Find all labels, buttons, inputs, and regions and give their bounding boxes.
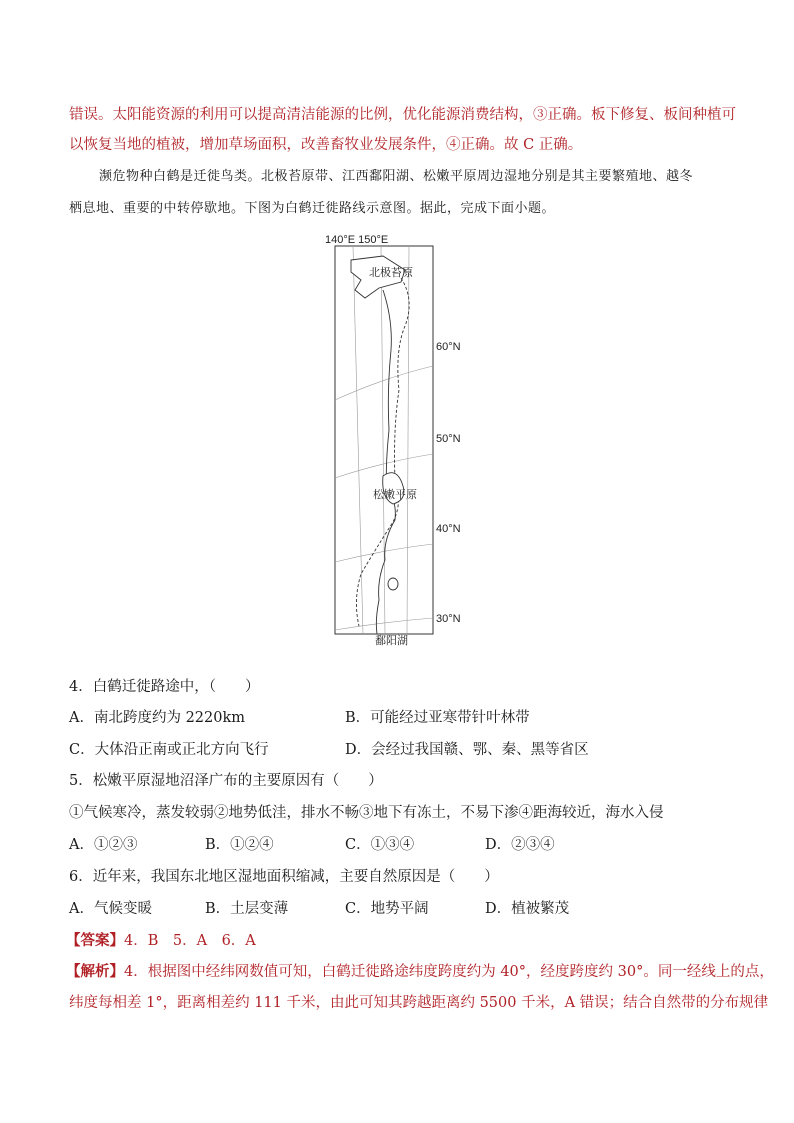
answer-text: 4．B 5．A 6．A bbox=[124, 933, 256, 949]
q6-stem: 6．近年来，我国东北地区湿地面积缩减，主要自然原因是（ ） bbox=[69, 869, 499, 885]
q5-option-c[interactable]: C．①③④ bbox=[345, 837, 415, 853]
place-poyang-lake: 鄱阳湖 bbox=[375, 635, 408, 647]
map-frame bbox=[335, 246, 433, 634]
place-songnen-plain: 松嫩平原 bbox=[373, 489, 417, 501]
prev-text: 正确。板下修复、板间种植可 bbox=[547, 107, 736, 123]
prev-explanation-line1 bbox=[69, 103, 736, 124]
intro-line1: 濒危物种白鹤是迁徙鸟类。北极苔原带、江西鄱阳湖、松嫩平原周边湿地分别是其主要繁殖地、越冬 bbox=[99, 169, 694, 184]
place-arctic-tundra: 北极苔原 bbox=[369, 267, 413, 279]
q4-option-b[interactable]: B．可能经过亚寒带针叶林带 bbox=[345, 710, 530, 726]
q6-option-c[interactable]: C．地势平阔 bbox=[345, 901, 429, 917]
q6-option-d[interactable]: D．植被繁茂 bbox=[485, 901, 570, 917]
lake-marker bbox=[388, 578, 398, 590]
q6-option-b[interactable]: B．土层变薄 bbox=[205, 901, 289, 917]
longitude-label: 140°E 150°E bbox=[325, 234, 389, 246]
q4-option-d[interactable]: D．会经过我国赣、鄂、秦、黑等省区 bbox=[345, 742, 589, 758]
q5-stem: 5．松嫩平原湿地沼泽广布的主要原因有（ ） bbox=[69, 773, 383, 789]
answer-line bbox=[66, 929, 256, 950]
answer-label: 【答案】 bbox=[66, 932, 124, 949]
q6-option-a[interactable]: A．气候变暖 bbox=[69, 901, 152, 917]
analysis-line2: 纬度每相差 1°，距离相差约 111 千米，由此可知其跨越距离约 5500 千米，A 错误；结合自然带的分布规律 bbox=[69, 995, 769, 1011]
circled-number: ③ bbox=[533, 107, 548, 123]
analysis-line1 bbox=[66, 960, 774, 981]
analysis-text: 4．根据图中经纬网数值可知，白鹤迁徙路途纬度跨度约为 40°，经度跨度约 30°。同一经线上的点， bbox=[124, 964, 774, 980]
prev-text: 以恢复当地的植被，增加草场面积，改善畜牧业发展条件， bbox=[69, 137, 446, 153]
q4-option-c[interactable]: C．大体沿正南或正北方向飞行 bbox=[69, 742, 269, 758]
q5-items: ①气候寒冷，蒸发较弱②地势低洼，排水不畅③地下有冻土，不易下渗④距海较近，海水入侵 bbox=[69, 805, 664, 821]
latitude-40: 40°N bbox=[436, 523, 461, 535]
latitude-30: 30°N bbox=[436, 613, 461, 625]
migration-route-map bbox=[323, 230, 473, 650]
q5-option-a[interactable]: A．①②③ bbox=[69, 837, 138, 853]
intro-line2: 栖息地、重要的中转停歇地。下图为白鹤迁徙路线示意图。据此，完成下面小题。 bbox=[69, 201, 556, 216]
circled-number: ④ bbox=[446, 137, 461, 153]
analysis-label: 【解析】 bbox=[66, 963, 124, 980]
q4-option-a[interactable]: A．南北跨度约为 2220km bbox=[69, 710, 246, 726]
prev-text: 正确。故 C 正确。 bbox=[460, 137, 583, 153]
prev-text: 错误。太阳能资源的利用可以提高清洁能源的比例，优化能源消费结构， bbox=[69, 107, 533, 123]
latitude-50: 50°N bbox=[436, 433, 461, 445]
latitude-60: 60°N bbox=[436, 341, 461, 353]
q5-option-b[interactable]: B．①②④ bbox=[205, 837, 274, 853]
q4-stem: 4．白鹤迁徙路途中，（ ） bbox=[69, 679, 260, 695]
q5-option-d[interactable]: D．②③④ bbox=[485, 837, 555, 853]
prev-explanation-line2 bbox=[69, 133, 582, 154]
